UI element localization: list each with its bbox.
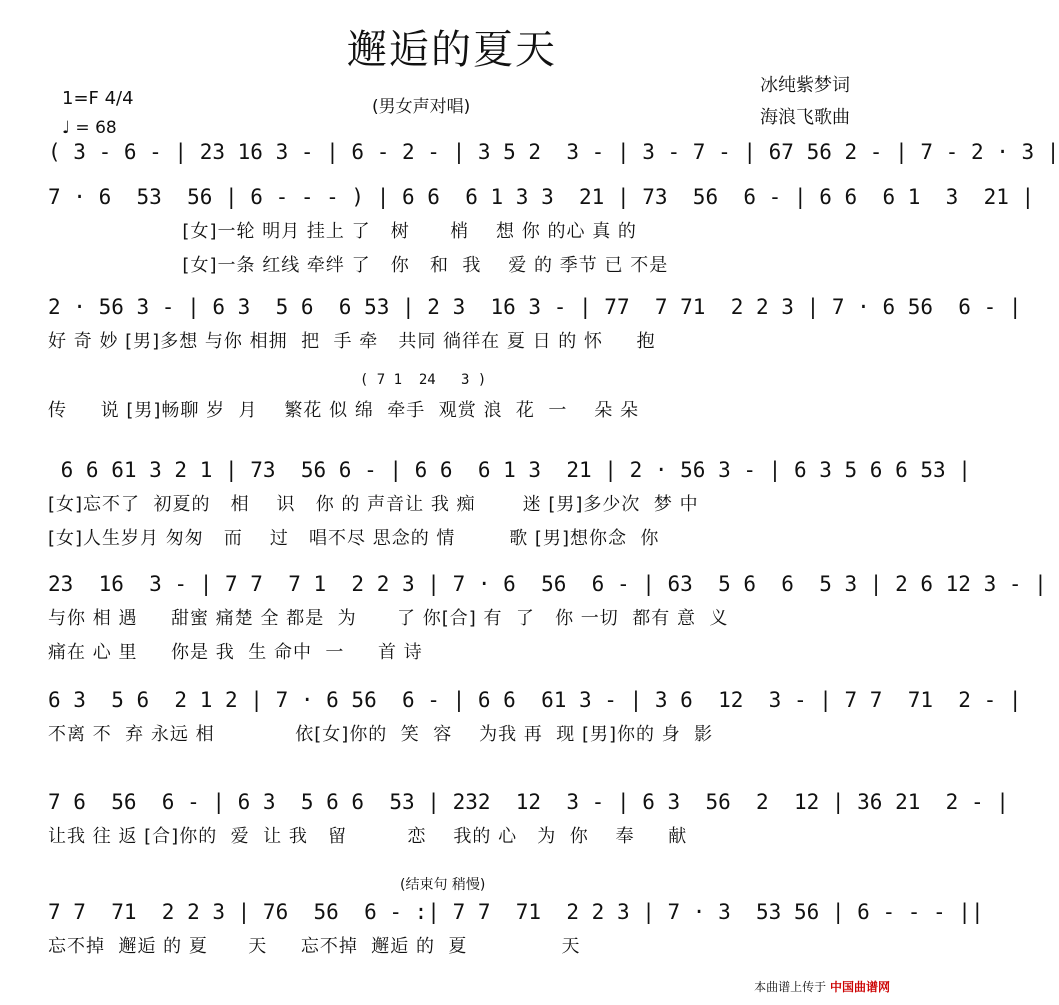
notation-line: 7 6 56 6 - | 6 3 5 6 6 53 | 232 12 3 - | 6 3 56 2 12 | 36 21 2 - | xyxy=(48,790,1009,814)
score-system xyxy=(48,140,1059,164)
lyric-line: 忘不掉 邂逅 的 夏 天 忘不掉 邂逅 的 夏 天 xyxy=(48,936,581,957)
lyric-line: [女]人生岁月 匆匆 而 过 唱不尽 思念的 情 歌 [男]想你念 你 xyxy=(48,528,660,549)
notation-line: 7 · 6 53 56 | 6 - - - ) | 6 6 6 1 3 3 21 | 73 56 6 - | 6 6 6 1 3 21 | xyxy=(48,185,1035,209)
key-signature: 1=F 4/4 xyxy=(62,88,134,109)
ending-note: (结束句 稍慢) xyxy=(400,877,486,893)
score-system xyxy=(48,372,858,422)
lyric-line: [女]一条 红线 牵绊 了 你 和 我 爱 的 季节 已 不是 xyxy=(48,255,669,276)
lyric-line: 好 奇 妙 [男]多想 与你 相拥 把 手 牵 共同 徜徉在 夏 日 的 怀 抱 xyxy=(48,331,656,352)
footer-site: 中国曲谱网 xyxy=(829,980,890,994)
lyric-line: 与你 相 遇 甜蜜 痛楚 全 都是 为 了 你[合] 有 了 你 一切 都有 意 义 xyxy=(48,608,729,629)
song-title: 邂逅的夏天 xyxy=(347,27,557,73)
notation-line: 7 7 71 2 2 3 | 76 56 6 - :| 7 7 71 2 2 3 | 7 · 3 53 56 | 6 - - - || xyxy=(48,900,984,924)
notation-line: ( 7 1 24 3 ) xyxy=(48,372,487,388)
score-system xyxy=(48,688,1022,746)
tempo-marking: ♩ = 68 xyxy=(62,118,117,138)
notation-line: 6 3 5 6 2 1 2 | 7 · 6 56 6 - | 6 6 61 3 - | 3 6 12 3 - | 7 7 71 2 - | xyxy=(48,688,1022,712)
score-system xyxy=(48,900,984,958)
lyric-line: 痛在 心 里 你是 我 生 命中 一 首 诗 xyxy=(48,642,423,663)
score-system xyxy=(48,458,971,550)
footer xyxy=(754,978,890,995)
notation-line: ( 3 - 6 - | 23 16 3 - | 6 - 2 - | 3 5 2 3 - | 3 - 7 - | 67 56 2 - | 7 - 2 · 3 | xyxy=(48,140,1059,164)
song-subtitle: (男女声对唱) xyxy=(372,97,471,117)
lyric-line: 不离 不 弃 永远 相 依[女]你的 笑 容 为我 再 现 [男]你的 身 影 xyxy=(48,724,714,745)
score-system xyxy=(48,790,1009,848)
lyricist: 冰纯紫梦词 xyxy=(760,75,850,96)
score-system xyxy=(48,295,1022,353)
notation-line: 2 · 56 3 - | 6 3 5 6 6 53 | 2 3 16 3 - | 77 7 71 2 2 3 | 7 · 6 56 6 - | xyxy=(48,295,1022,319)
composer: 海浪飞歌曲 xyxy=(760,107,850,128)
lyric-line: [女]一轮 明月 挂上 了 树 梢 想 你 的心 真 的 xyxy=(48,221,637,242)
notation-line: 6 6 61 3 2 1 | 73 56 6 - | 6 6 6 1 3 21 | 2 · 56 3 - | 6 3 5 6 6 53 | xyxy=(48,458,971,482)
lyric-line: [女]忘不了 初夏的 相 识 你 的 声音让 我 痴 迷 [男]多少次 梦 中 xyxy=(48,494,699,515)
lyric-line: 传 说 [男]畅聊 岁 月 繁花 似 绵 牵手 观赏 浪 花 一 朵 朵 xyxy=(48,400,639,421)
score-system xyxy=(48,572,1047,664)
footer-prefix: 本曲谱上传于 xyxy=(754,980,827,994)
score-system xyxy=(48,185,1035,277)
credits xyxy=(760,70,850,134)
notation-line: 23 16 3 - | 7 7 7 1 2 2 3 | 7 · 6 56 6 - | 63 5 6 6 5 3 | 2 6 12 3 - | xyxy=(48,572,1047,596)
lyric-line: 让我 往 返 [合]你的 爱 让 我 留 恋 我的 心 为 你 奉 献 xyxy=(48,826,688,847)
